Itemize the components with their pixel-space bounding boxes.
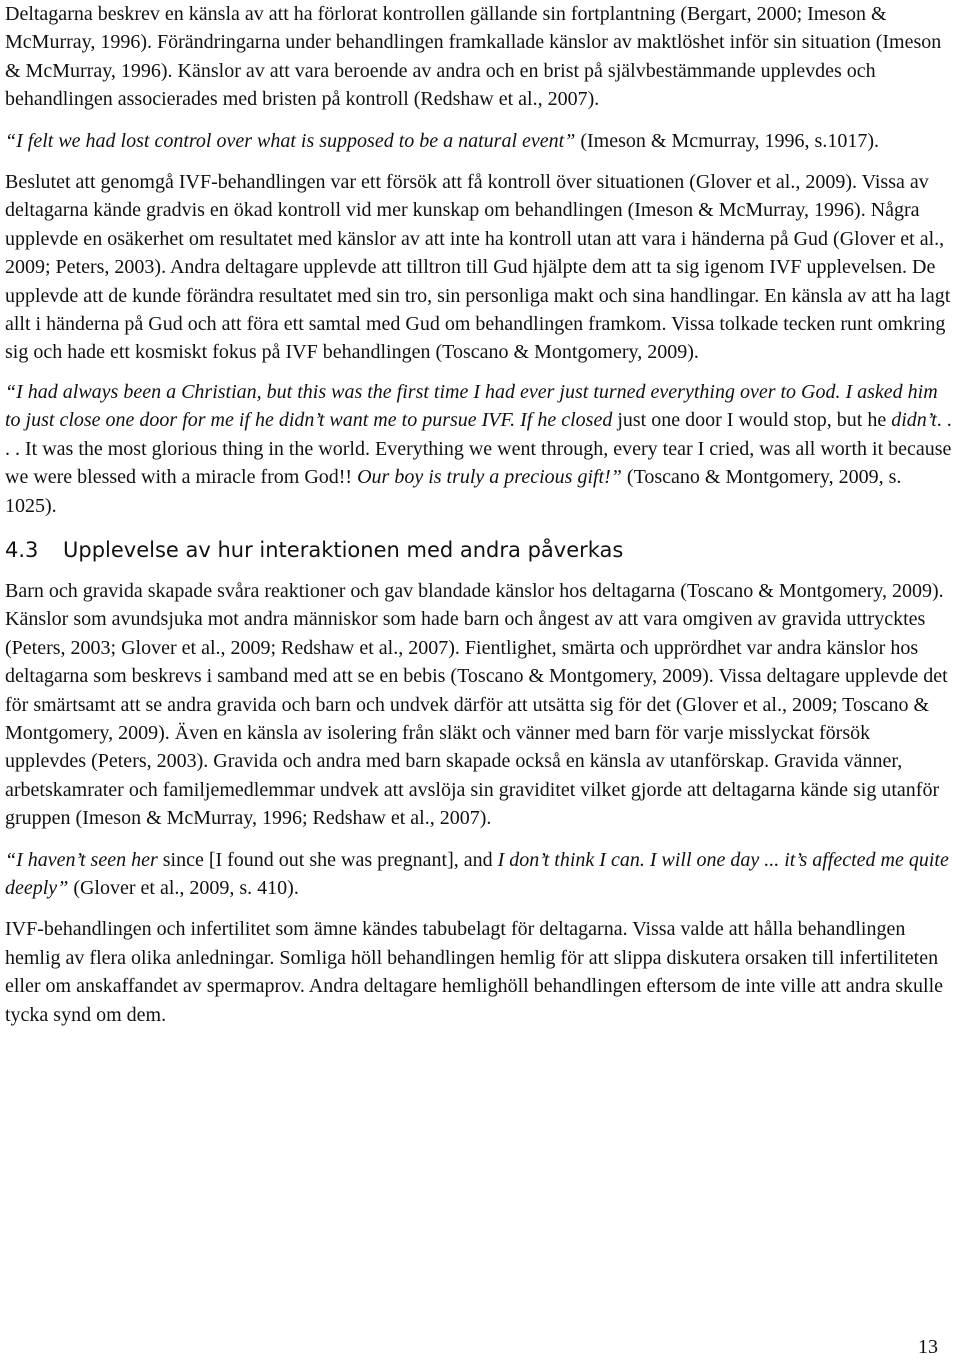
quote-text-emphasis: Our boy is truly a precious gift!” — [357, 466, 622, 489]
paragraph-control-loss: Deltagarna beskrev en känsla av att ha förlorat kontrollen gällande sin fortplantning (Bergart, 2000; Imeson & McMurray, 1996). Förändringarna under behandlingen framkallade känslor av maktlöshet inför sin situation (Imeson & McMurray, 1996). Känslor av att vara beroende av andra och en brist på självbestämmande upplevdes och behandlingen associerades med bristen på kontroll (Redshaw et al., 2007). — [5, 3, 942, 111]
quote-havent-seen-her — [5, 846, 955, 903]
section-title: Upplevelse av hur interaktionen med andra påverkas — [63, 537, 624, 562]
quote-citation: (Imeson & Mcmurray, 1996, s.1017). — [575, 129, 879, 152]
quote-text-emphasis: didn’t — [891, 409, 937, 432]
quote-text-regular: since [I found out she was pregnant], and — [162, 848, 498, 871]
paragraph-ivf-control: Beslutet att genomgå IVF-behandlingen var ett försök att få kontroll över situationen (Glover et al., 2009). Vissa av deltagarna kände gradvis en ökad kontroll vid mer kunskap om behandlingen (Imeson & McMurray, 1996). Några upplevde en osäkerhet om resultatet med känslor av att inte ha kontroll utan att vara i händerna på Gud (Glover et al., 2009; Peters, 2003). Andra deltagare upplevde att tilltron till Gud hjälpte dem att ta sig igenom IVF upplevelsen. De upplevde att de kunde förändra resultatet med sin tro, sin personliga makt och sina handlingar. En känsla av att ha lagt allt i händerna på Gud och att föra ett samtal med Gud om behandlingen framkom. Vissa tolkade tecken runt omkring sig och hade ett kosmiskt fokus på IVF behandlingen (Toscano & Montgomery, 2009). — [5, 171, 951, 364]
paragraph-taboo: IVF-behandlingen och infertilitet som ämne kändes tabubelagt för deltagarna. Vissa valde att hålla behandlingen hemlig av flera olika anledningar. Somliga höll behandlingen hemlig för att slippa diskutera orsaken till infertiliteten eller om anskaffandet av spermaprov. Andra deltagare hemlighöll behandlingen eftersom de inte ville att andra skulle tycka synd om dem. — [5, 918, 944, 1026]
quote-citation: (Toscano & Montgomery, 2009, s. 1025). — [5, 466, 902, 517]
document-page — [5, 0, 955, 1029]
quote-text: “I haven’t seen her — [5, 848, 163, 871]
section-number: 4.3 — [5, 537, 39, 562]
quote-lost-control — [5, 127, 955, 155]
quote-text-regular: just one door I would stop, but he — [612, 409, 892, 432]
quote-text-regular: . . . . It was the most glorious thing in the world. Everything we went through, every tear I cried, was all worth it because we were blessed with a miracle from God!! — [5, 409, 952, 489]
quote-text: “I had always been a Christian, but this was the first time I had ever just turned everything over to God. I asked him to just close one door for me if he didn’t want me to pursue IVF. If he closed — [5, 380, 938, 432]
quote-citation: (Glover et al., 2009, s. 410). — [68, 876, 299, 899]
quote-christian — [5, 378, 955, 520]
quote-text-emphasis: I don’t think I can. I will one day ... it’s affected me quite deeply” — [5, 848, 949, 899]
section-heading — [5, 534, 955, 566]
quote-text: “I felt we had lost control over what is supposed to be a natural event” — [5, 129, 576, 152]
page-number: 13 — [918, 1336, 938, 1358]
paragraph-children-pregnant: Barn och gravida skapade svåra reaktioner och gav blandade känslor hos deltagarna (Toscano & Montgomery, 2009). Känslor som avundsjuka mot andra människor som hade barn och ångest av att vara omgiven av gravida uttrycktes (Peters, 2003; Glover et al., 2009; Redshaw et al., 2007). Fientlighet, smärta och upprördhet var andra känslor hos deltagarna som beskrevs i samband med att se en bebis (Toscano & Montgomery, 2009). Vissa deltagare upplevde det för smärtsamt att se andra gravida och barn och undvek därför att utsätta sig för det (Glover et al., 2009; Toscano & Montgomery, 2009). Även en känsla av isolering från släkt och vänner med barn för varje misslyckat försök upplevdes (Peters, 2003). Gravida och andra med barn skapade också en känsla av utanförskap. Gravida vänner, arbetskamrater och familjemedlemmar undvek att avslöja sin graviditet vilket gjorde att deltagarna kände sig utanför gruppen (Imeson & McMurray, 1996; Redshaw et al., 2007). — [5, 579, 948, 830]
